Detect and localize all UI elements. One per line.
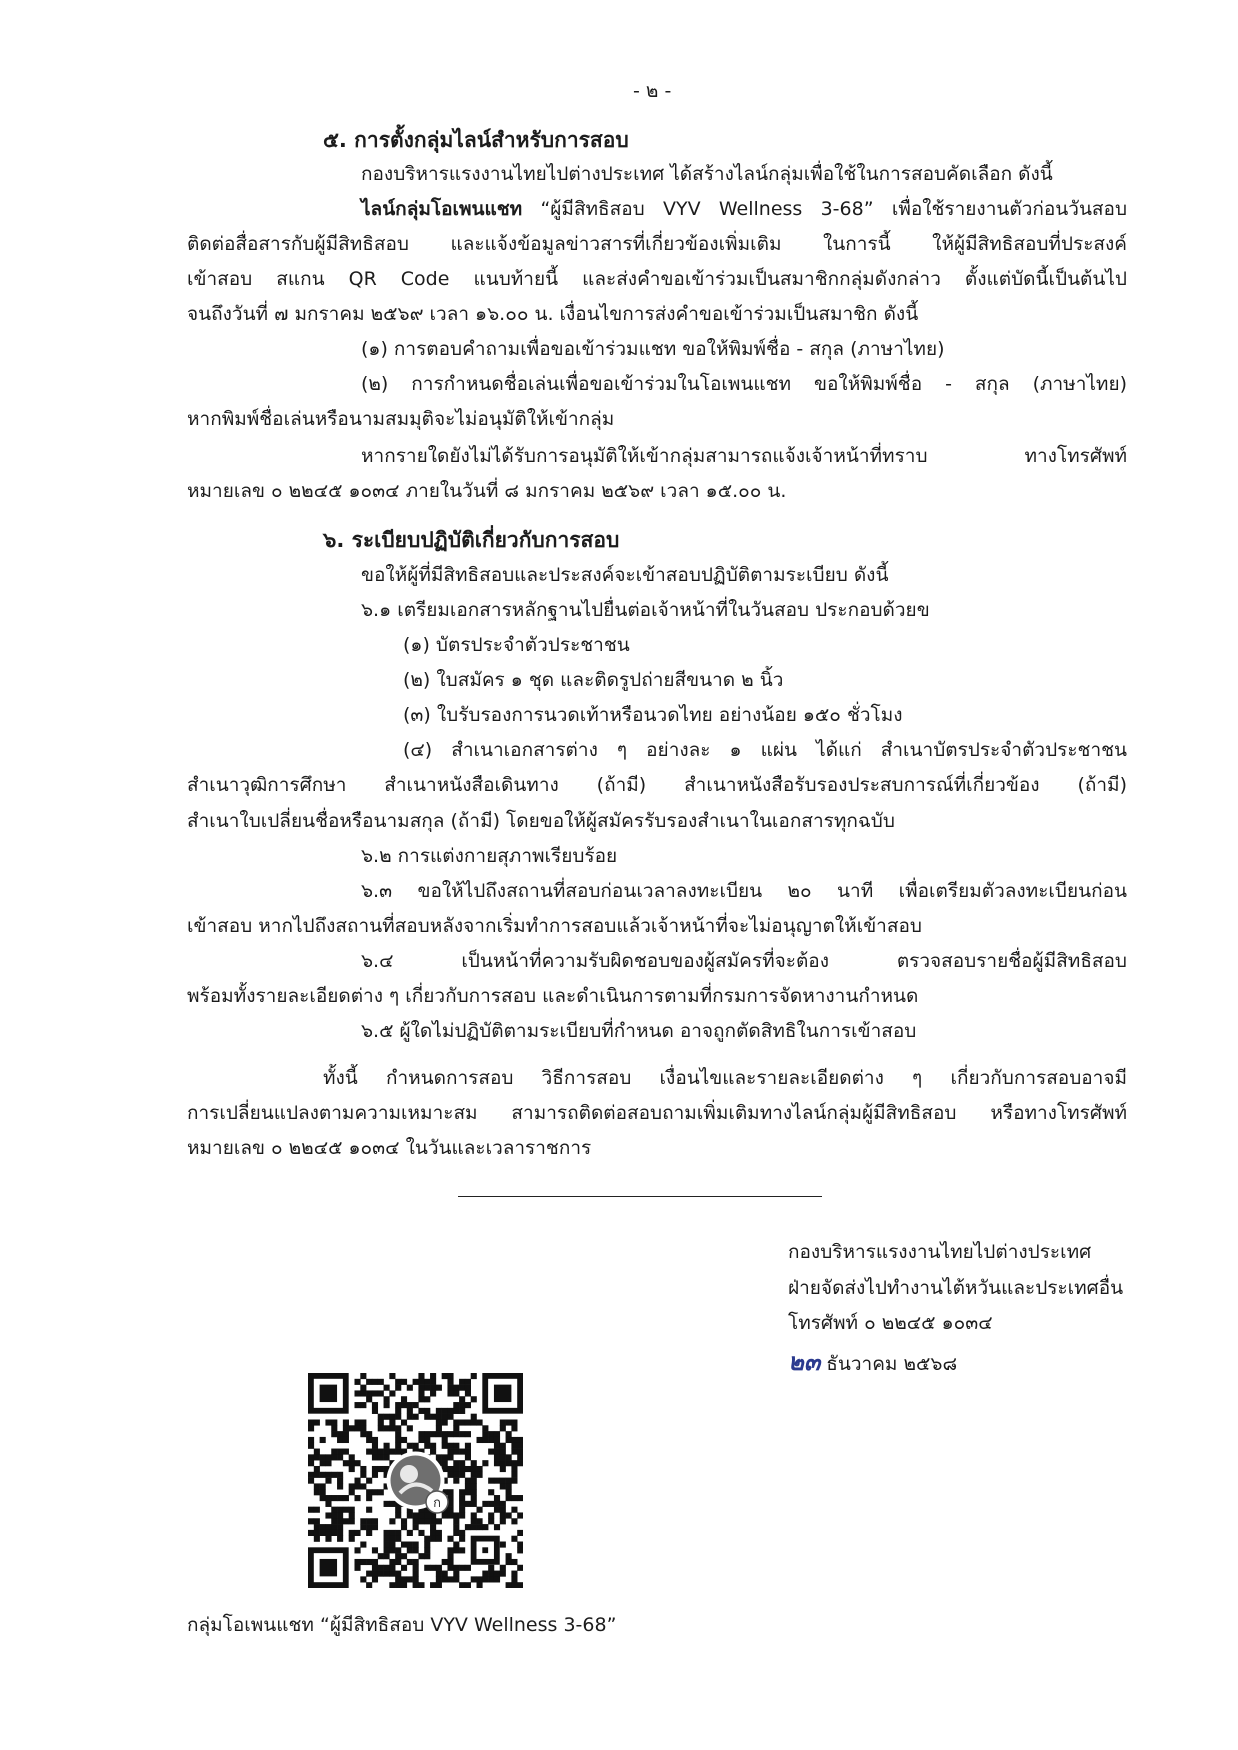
qr-finder-top-right xyxy=(482,1373,523,1414)
qr-finder-top-left xyxy=(308,1373,349,1414)
section6-doc1: (๑) บัตรประจำตัวประชาชน xyxy=(403,634,630,656)
page-number: - ๒ - xyxy=(633,80,672,102)
section5-contact1: หากรายใดยังไม่ได้รับการอนุมัติให้เข้ากลุ่มสามารถแจ้งเจ้าหน้าที่ทราบ ทางโทรศัพท์ xyxy=(361,445,1127,467)
end-divider xyxy=(458,1196,822,1197)
section6-heading: ๖. ระเบียบปฏิบัติเกี่ยวกับการสอบ xyxy=(323,528,620,552)
section5-cond2-cont: หากพิมพ์ชื่อเล่นหรือนามสมมุติจะไม่อนุมัติให้เข้ากลุ่ม xyxy=(187,408,615,430)
section5-cond1: (๑) การตอบคำถามเพื่อขอเข้าร่วมแชท ขอให้พิมพ์ชื่อ - สกุล (ภาษาไทย) xyxy=(361,338,945,360)
section5-line3: เข้าสอบ สแกน QR Code แนบท้ายนี้ และส่งคำขอเข้าร่วมเป็นสมาชิกกลุ่มดังกล่าว ตั้งแต่บัดนี้เป็นต้นไป xyxy=(187,268,1127,290)
closing-line2: การเปลี่ยนแปลงตามความเหมาะสม สามารถติดต่อสอบถามเพิ่มเติมทางไลน์กลุ่มผู้มีสิทธิสอบ หรือทางโทรศัพท์ xyxy=(187,1102,1127,1124)
section6-item4-cont: พร้อมทั้งรายละเอียดต่าง ๆ เกี่ยวกับการสอบ และดำเนินการตามที่กรมการจัดหางานกำหนด xyxy=(187,985,919,1007)
section6-item3-cont: เข้าสอบ หากไปถึงสถานที่สอบหลังจากเริ่มทำการสอบแล้วเจ้าหน้าที่จะไม่อนุญาตให้เข้าสอบ xyxy=(187,915,922,937)
qr-finder-bottom-left xyxy=(308,1547,349,1588)
section5-heading: ๕. การตั้งกลุ่มไลน์สำหรับการสอบ xyxy=(323,128,629,152)
closing-line3: หมายเลข ๐ ๒๒๔๕ ๑๐๓๔ ในวันและเวลาราชการ xyxy=(187,1137,592,1159)
section6-item2: ๖.๒ การแต่งกายสุภาพเรียบร้อย xyxy=(361,845,618,867)
signature-phone: โทรศัพท์ ๐ ๒๒๔๕ ๑๐๓๔ xyxy=(788,1312,993,1334)
qr-code[interactable] xyxy=(308,1373,523,1588)
section6-doc2: (๒) ใบสมัคร ๑ ชุด และติดรูปถ่ายสีขนาด ๒ นิ้ว xyxy=(403,669,784,691)
section5-cond2: (๒) การกำหนดชื่อเล่นเพื่อขอเข้าร่วมในโอเพนแชท ขอให้พิมพ์ชื่อ - สกุล (ภาษาไทย) xyxy=(361,373,1127,395)
section6-doc3: (๓) ใบรับรองการนวดเท้าหรือนวดไทย อย่างน้อย ๑๕๐ ชั่วโมง xyxy=(403,704,903,726)
signature-division: ฝ่ายจัดส่งไปทำงานไต้หวันและประเทศอื่น xyxy=(788,1277,1124,1299)
qr-badge-label: ก xyxy=(433,1496,441,1511)
section6-item4: ๖.๔ เป็นหน้าที่ความรับผิดชอบของผู้สมัครที่จะต้อง ตรวจสอบรายชื่อผู้มีสิทธิสอบ xyxy=(361,950,1127,972)
qr-code-graphic xyxy=(308,1373,523,1588)
section5-contact2: หมายเลข ๐ ๒๒๔๕ ๑๐๓๔ ภายในวันที่ ๘ มกราคม ๒๕๖๙ เวลา ๑๕.๐๐ น. xyxy=(187,480,787,502)
date-day-handwritten: ๒๓ xyxy=(788,1348,821,1376)
openchat-rest: “ผู้มีสิทธิสอบ VYV Wellness 3-68” เพื่อใช้รายงานตัวก่อนวันสอบ xyxy=(540,198,1128,220)
section6-item5: ๖.๕ ผู้ใดไม่ปฏิบัติตามระเบียบที่กำหนด อาจถูกตัดสิทธิในการเข้าสอบ xyxy=(361,1020,917,1042)
section6-item3: ๖.๓ ขอให้ไปถึงสถานที่สอบก่อนเวลาลงทะเบียน ๒๐ นาที เพื่อเตรียมตัวลงทะเบียนก่อน xyxy=(361,880,1127,902)
section5-line1 xyxy=(361,194,1127,224)
section6-doc4-cont1: สำเนาวุฒิการศึกษา สำเนาหนังสือเดินทาง (ถ้ามี) สำเนาหนังสือรับรองประสบการณ์ที่เกี่ยวข้อง (ถ้ามี) xyxy=(187,774,1127,796)
qr-caption: กลุ่มโอเพนแชท “ผู้มีสิทธิสอบ VYV Wellness 3-68” xyxy=(187,1614,617,1636)
signature-date xyxy=(788,1342,957,1381)
signature-org: กองบริหารแรงงานไทยไปต่างประเทศ xyxy=(788,1241,1092,1263)
section5-line4: จนถึงวันที่ ๗ มกราคม ๒๕๖๙ เวลา ๑๖.๐๐ น. เงื่อนไขการส่งคำขอเข้าร่วมเป็นสมาชิก ดังนี้ xyxy=(187,303,919,325)
openchat-lead: ไลน์กลุ่มโอเพนแชท xyxy=(361,198,523,220)
section6-item1: ๖.๑ เตรียมเอกสารหลักฐานไปยื่นต่อเจ้าหน้าที่ในวันสอบ ประกอบด้วยข xyxy=(361,599,930,621)
section5-intro: กองบริหารแรงงานไทยไปต่างประเทศ ได้สร้างไลน์กลุ่มเพื่อใช้ในการสอบคัดเลือก ดังนี้ xyxy=(361,163,1053,185)
section6-doc4: (๔) สำเนาเอกสารต่าง ๆ อย่างละ ๑ แผ่น ได้แก่ สำเนาบัตรประจำตัวประชาชน xyxy=(403,739,1127,761)
section5-line2: ติดต่อสื่อสารกับผู้มีสิทธิสอบ และแจ้งข้อมูลข่าวสารที่เกี่ยวข้องเพิ่มเติม ในการนี้ ให้ผู้มีสิทธิสอบที่ประสงค์ xyxy=(187,233,1127,255)
section6-doc4-cont2: สำเนาใบเปลี่ยนชื่อหรือนามสกุล (ถ้ามี) โดยขอให้ผู้สมัครรับรองสำเนาในเอกสารทุกฉบับ xyxy=(187,810,895,832)
date-month-year: ธันวาคม ๒๕๖๘ xyxy=(826,1353,958,1375)
closing-line1: ทั้งนี้ กำหนดการสอบ วิธีการสอบ เงื่อนไขและรายละเอียดต่าง ๆ เกี่ยวกับการสอบอาจมี xyxy=(323,1067,1127,1089)
qr-alignment-pattern xyxy=(471,1536,500,1565)
section6-intro: ขอให้ผู้ที่มีสิทธิสอบและประสงค์จะเข้าสอบปฏิบัติตามระเบียบ ดังนี้ xyxy=(361,564,889,586)
